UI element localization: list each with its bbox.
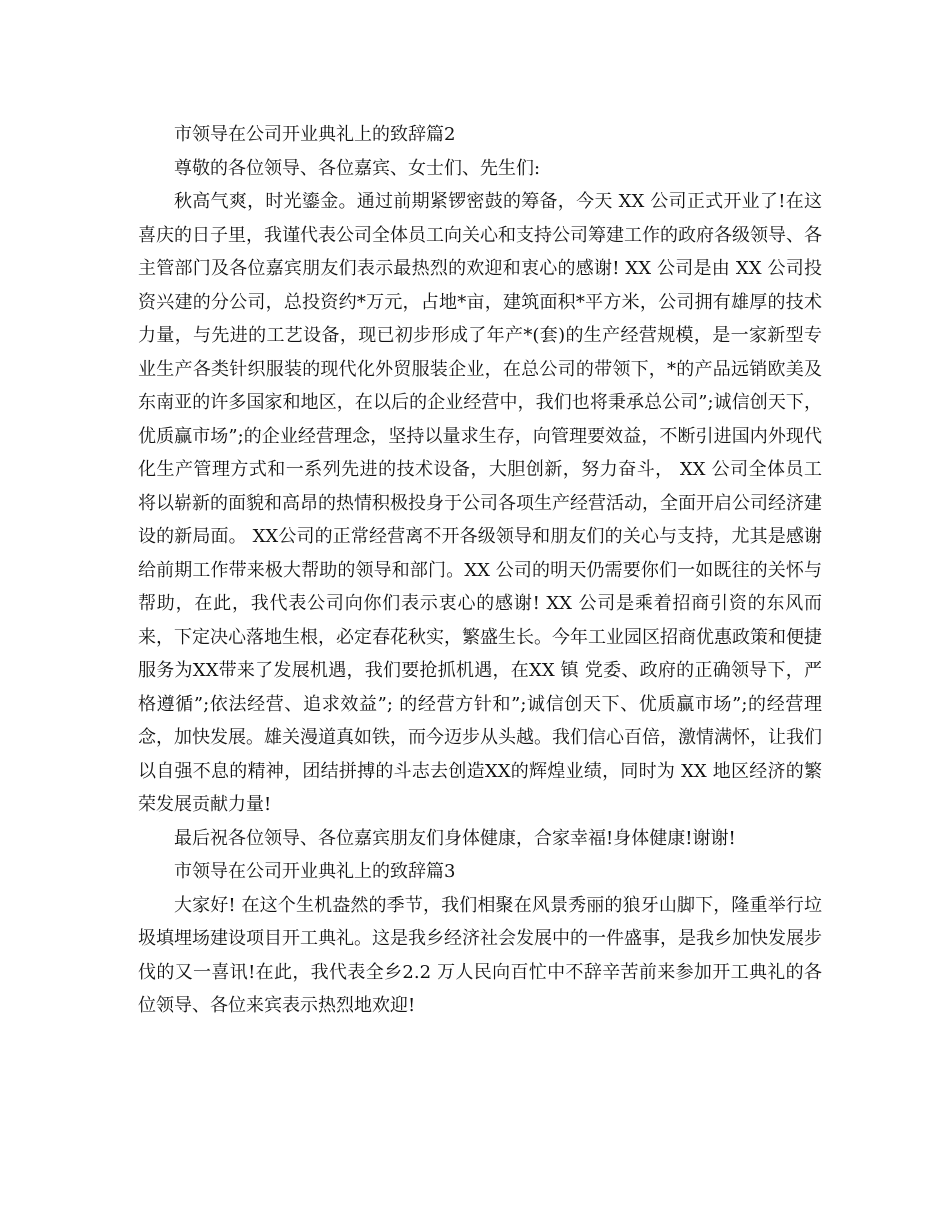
salutation: 尊敬的各位领导、各位嘉宾、女士们、先生们: [174, 157, 541, 179]
speech-body-paragraph: 秋高气爽，时光鎏金。通过前期紧锣密鼓的筹备，今天 XX 公司正式开业了!在这喜庆的日子里，我谨代表公司全体员工向关心和支持公司筹建工作的政府各级领导、各主管部门及各位嘉宾朋友们表示最热烈的欢迎和衷心的感谢! XX 公司是由 XX 公司投资兴建的分公司，总投资约*万元，占地*亩，建筑面积*平方米，公司拥有雄厚的技术力量，与先进的工艺设备，现已初步形成了年产*(套)的生产经营规模，是一家新型专业生产各类针织服装的现代化外贸服装企业，在总公司的带领下，*的产品远销欧美及东南亚的许多国家和地区，在以后的企业经营中，我们也将秉承总公司”;诚信创天下，优质赢市场”;的企业经营理念，坚持以量求生存，向管理要效益，不断引进国内外现代化生产管理方式和一系列先进的技术设备，大胆创新，努力奋斗， XX 公司全体员工将以崭新的面貌和高昂的热情积极投身于公司各项生产经营活动，全面开启公司经济建设的新局面。 XX公司的正常经营离不开各级领导和朋友们的关心与支持，尤其是感谢给前期工作带来极大帮助的领导和部门。XX 公司的明天仍需要你们一如既往的关怀与帮助，在此，我代表公司向你们表示衷心的感谢! XX 公司是乘着招商引资的东风而来，下定决心落地生根，必定春花秋实，繁盛生长。今年工业园区招商优惠政策和便捷服务为XX带来了发展机遇，我们要抢抓机遇，在XX 镇 党委、政府的正确领导下，严格遵循”;依法经营、追求效益”; 的经营方针和”;诚信创天下、优质赢市场”;的经营理念，加快发展。雄关漫道真如铁，而今迈步从头越。我们信心百倍，激情满怀，让我们以自强不息的精神，团结拼搏的斗志去创造XX的辉煌业绩，同时为 XX 地区经济的繁荣发展贡献力量! [138, 191, 822, 815]
section-title-3: 市领导在公司开业典礼上的致辞篇3 [174, 861, 456, 882]
section-title-2: 市领导在公司开业典礼上的致辞篇2 [174, 124, 456, 145]
speech-3-paragraph: 大家好! 在这个生机盎然的季节，我们相聚在风景秀丽的狼牙山脚下，隆重举行垃圾填埋场建设项目开工典礼。这是我乡经济社会发展中的一件盛事，是我乡加快发展步伐的又一喜讯!在此，我代表全乡2.2 万人民向百忙中不辞辛苦前来参加开工典礼的各位领导、各位来宾表示热烈地欢迎! [138, 894, 822, 1016]
closing-remarks: 最后祝各位领导、各位嘉宾朋友们身体健康，合家幸福!身体健康!谢谢! [174, 827, 736, 849]
document-body [138, 118, 822, 1023]
